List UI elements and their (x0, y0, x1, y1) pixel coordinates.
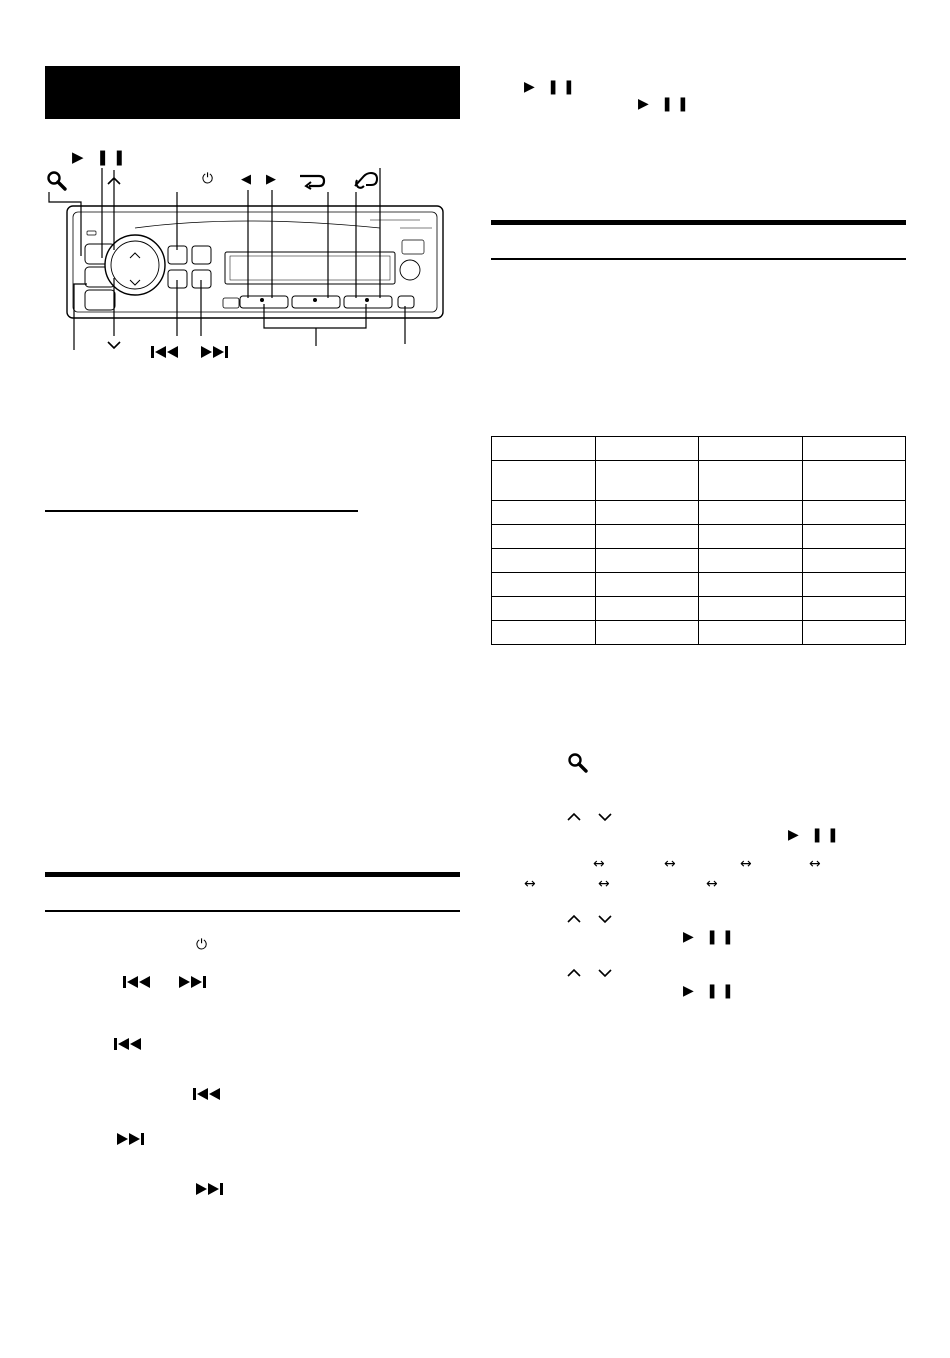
right-arrow-icon: ▶ (266, 172, 276, 187)
prev-track-icon (193, 1088, 223, 1100)
chevron-up-icon (106, 176, 122, 186)
audio-button (192, 246, 211, 264)
eject-knob (400, 260, 420, 280)
subsection-rule (45, 510, 358, 512)
prev-track-icon (123, 976, 153, 988)
next-track-icon (198, 346, 228, 358)
search-icon (46, 170, 68, 192)
repeat-icon (297, 172, 327, 190)
chevron-down-icon (106, 340, 122, 350)
chevron-up-icon (566, 968, 582, 978)
play-pause-icon: ▶ ❚❚ (638, 96, 693, 112)
power-icon: ⏻ (196, 937, 208, 953)
release-button (85, 290, 115, 310)
bidirectional-arrow-icon: ↔ (809, 856, 821, 872)
chevron-down-icon (597, 812, 613, 822)
chevron-down-icon (597, 968, 613, 978)
section-header-bar (45, 66, 460, 119)
spec-table (491, 436, 906, 645)
chevron-up-icon (566, 914, 582, 924)
power-icon: ⏻ (202, 171, 214, 187)
section-rule-thick (491, 220, 906, 225)
bidirectional-arrow-icon: ↔ (598, 876, 610, 892)
play-pause-icon: ▶ ❚❚ (788, 827, 843, 843)
chevron-down-icon (597, 914, 613, 924)
next-track-icon (176, 976, 206, 988)
shuffle-icon (352, 172, 380, 190)
bidirectional-arrow-icon: ↔ (664, 856, 676, 872)
section-rule-thin (45, 910, 460, 912)
display-window (225, 252, 395, 284)
search-icon (567, 752, 589, 774)
play-pause-icon: ▶ ❚❚ (72, 148, 130, 166)
play-pause-icon: ▶ ❚❚ (524, 79, 579, 95)
left-arrow-icon: ◀ (241, 172, 251, 187)
play-pause-icon: ▶ ❚❚ (683, 983, 738, 999)
preset-button-4 (398, 296, 414, 308)
section-rule-thin (491, 258, 906, 260)
prev-track-icon (151, 346, 181, 358)
play-pause-icon: ▶ ❚❚ (683, 929, 738, 945)
bidirectional-arrow-icon: ↔ (524, 876, 536, 892)
preset-button-3 (344, 296, 392, 308)
bidirectional-arrow-icon: ↔ (593, 856, 605, 872)
bidirectional-arrow-icon: ↔ (706, 876, 718, 892)
bidirectional-arrow-icon: ↔ (740, 856, 752, 872)
preset-button-2 (292, 296, 340, 308)
next-track-icon (114, 1133, 144, 1145)
chevron-up-icon (566, 812, 582, 822)
next-track-icon (193, 1183, 223, 1195)
prev-track-icon (114, 1038, 144, 1050)
section-rule-thick (45, 872, 460, 877)
